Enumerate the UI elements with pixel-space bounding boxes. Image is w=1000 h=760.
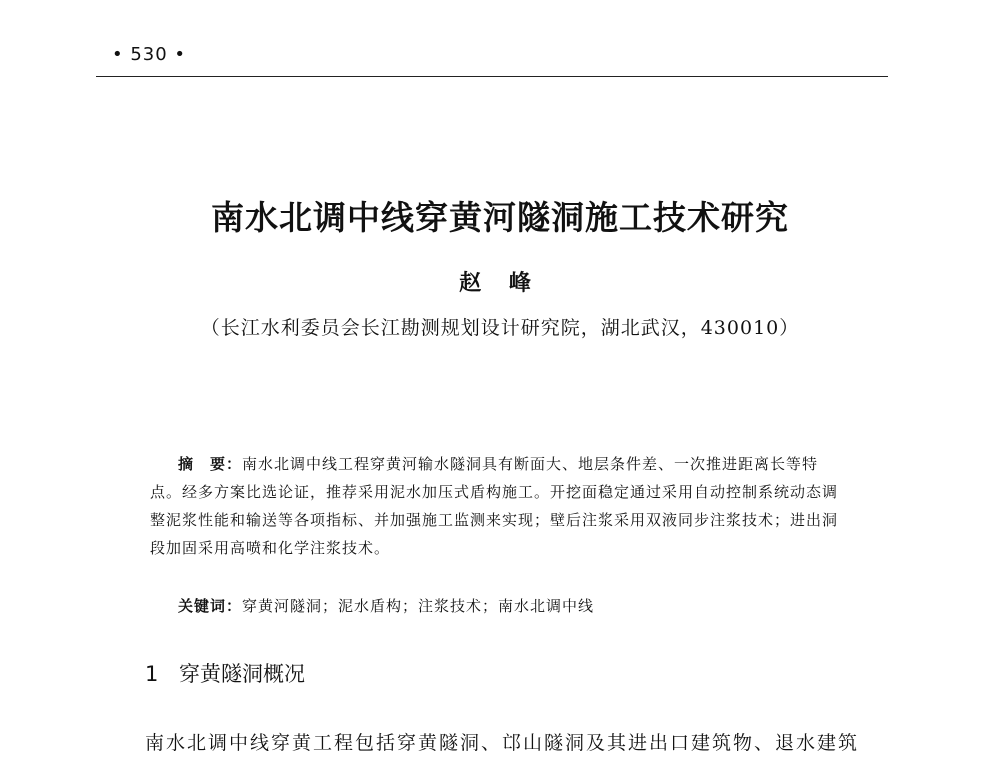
abstract-paragraph xyxy=(150,450,850,562)
author-name: 赵 峰 xyxy=(459,270,541,296)
section-title: 穿黄隧洞概况 xyxy=(179,662,305,686)
section-number: 1 xyxy=(145,662,159,686)
abstract-label: 摘 要： xyxy=(178,455,243,473)
keywords-label: 关键词： xyxy=(178,597,243,615)
section-heading-1 xyxy=(145,660,305,688)
header-divider xyxy=(96,76,888,77)
page-number: • 530 • xyxy=(112,44,187,65)
body-paragraph: 南水北调中线穿黄工程包括穿黄隧洞、邙山隧洞及其进出口建筑物、退水建筑 xyxy=(145,732,860,754)
keywords-line xyxy=(178,592,858,620)
keywords-text: 穿黄河隧洞；泥水盾构；注浆技术；南水北调中线 xyxy=(242,597,595,615)
author-affiliation: （长江水利委员会长江勘测规划设计研究院，湖北武汉，430010） xyxy=(200,317,800,339)
paper-title: 南水北调中线穿黄河隧洞施工技术研究 xyxy=(211,198,789,237)
abstract-text: 南水北调中线工程穿黄河输水隧洞具有断面大、地层条件差、一次推进距离长等特点。经多方案比选论证，推荐采用泥水加压式盾构施工。开挖面稳定通过采用自动控制系统动态调整泥浆性能和输送等各项指标、并加强施工监测来实现；壁后注浆采用双液同步注浆技术；进出洞段加固采用高喷和化学注浆技术。 xyxy=(150,455,839,557)
